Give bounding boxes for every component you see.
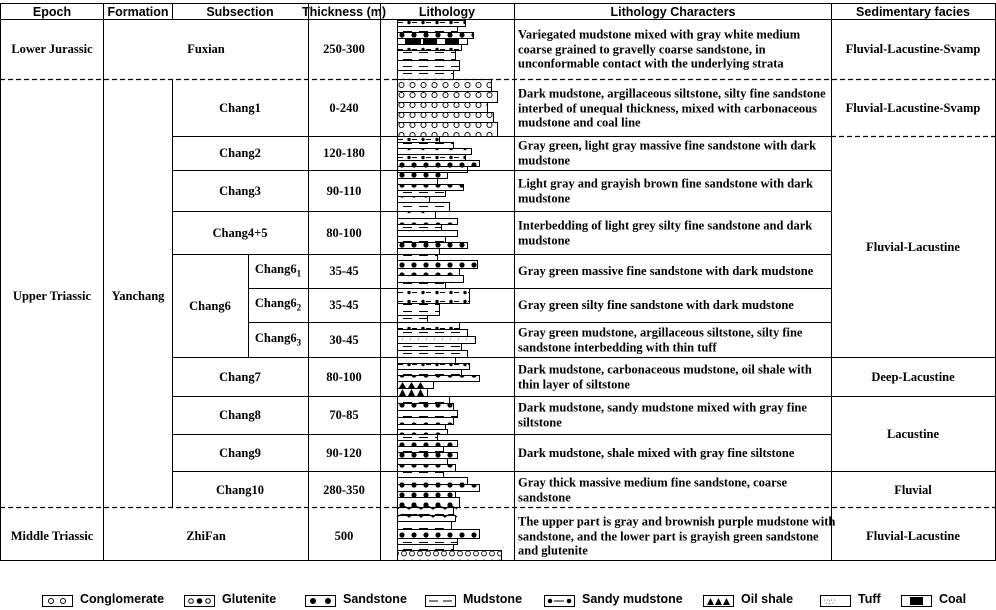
thickness-zhifan: 500 (334, 529, 354, 543)
thickness-fuxian: 250-300 (323, 42, 365, 56)
formation-zhifan: ZhiFan (186, 529, 226, 543)
header-lithology: Lithology (418, 4, 476, 19)
thickness-chang1: 0-240 (329, 101, 359, 115)
thickness-chang9: 90-120 (326, 446, 362, 460)
thickness-chang6-2: 35-45 (329, 298, 359, 312)
header-formation: Formation (107, 4, 169, 19)
legend-mudstone: Mudstone (463, 592, 523, 606)
facies-fuxian: Fluvial-Lacustine-Svamp (845, 42, 981, 56)
thickness-chang8: 70-85 (329, 408, 359, 422)
thickness-chang6-1: 35-45 (329, 264, 359, 278)
characters-zhifan: The upper part is gray and brownish purple mudstone with sandstone, and the lower part is grayish green sandstone and glutenite (518, 514, 836, 558)
subsection-chang7: Chang7 (219, 370, 261, 384)
facies-chang8-9: Lacustine (886, 427, 940, 441)
legend-sandy-mudstone: Sandy mudstone (582, 592, 683, 606)
legend-oil-shale: Oil shale (741, 592, 794, 606)
epoch-upper-triassic: Upper Triassic (12, 289, 92, 303)
characters-fuxian: Variegated mudstone mixed with gray white medium coarse grained to gravelly coarse sandstone, in unconformable contact with the underlying strata (518, 27, 801, 71)
characters-chang6-2: Gray green silty fine sandstone with dark mudstone (518, 297, 794, 312)
characters-chang9: Dark mudstone, shale mixed with gray fine siltstone (518, 445, 795, 460)
characters-chang10: Gray thick massive medium fine sandstone, coarse sandstone (518, 475, 788, 504)
legend-glutenite: Glutenite (222, 592, 277, 606)
header-epoch: Epoch (32, 4, 72, 19)
header-thickness: Thickness (m) (301, 4, 387, 19)
thickness-chang10: 280-350 (323, 483, 365, 497)
subsection-chang6-3: $Chang6_3$ (254, 330, 302, 348)
facies-zhifan: Fluvial-Lacustine (866, 529, 960, 543)
legend-glutenite-icon (185, 596, 215, 607)
subsection-chang6-2: $Chang6_2$ (254, 295, 302, 313)
subsection-chang2: Chang2 (219, 146, 261, 160)
thickness-chang7: 80-100 (326, 370, 362, 384)
legend-sandy-mudstone-icon (545, 596, 575, 607)
legend-tuff-icon (821, 596, 851, 607)
header-subsection: Subsection (206, 4, 274, 19)
facies-chang1: Fluvial-Lacustine-Svamp (845, 101, 981, 115)
legend-oil-shale-icon (704, 596, 734, 607)
subsection-chang6-group: Chang6 (189, 299, 231, 313)
subsection-chang6-1: $Chang6_1$ (254, 261, 302, 279)
thickness-chang6-3: 30-45 (329, 333, 359, 347)
legend-conglomerate: Conglomerate (80, 592, 165, 606)
epoch-middle-triassic: Middle Triassic (10, 529, 94, 543)
characters-chang6-1: Gray green massive fine sandstone with dark mudstone (518, 263, 814, 278)
characters-chang3: Light gray and grayish brown fine sandstone with dark mudstone (518, 176, 813, 205)
legend-sandstone-icon (306, 596, 336, 607)
facies-chang10: Fluvial (894, 483, 932, 497)
legend-coal-icon (902, 596, 932, 607)
subsection-chang8: Chang8 (219, 408, 261, 422)
characters-chang7: Dark mudstone, carbonaceous mudstone, oil shale with thin layer of siltstone (518, 362, 812, 391)
svg-text:∵:∵: ∵:∵ (824, 598, 836, 606)
characters-chang2: Gray green, light gray massive fine sandstone with dark mudstone (518, 138, 817, 167)
characters-chang1: Dark mudstone, argillaceous siltstone, silty fine sandstone interbed of unequal thickness, mixed with carbonaceous mudstone and coal line (518, 86, 826, 130)
formation-yanchang: Yanchang (111, 289, 165, 303)
characters-chang8: Dark mudstone, sandy mudstone mixed with gray fine siltstone (518, 400, 807, 429)
epoch-lower-jurassic: Lower Jurassic (11, 42, 93, 56)
header-characters: Lithology Characters (610, 4, 736, 19)
thickness-chang3: 90-110 (326, 184, 362, 198)
subsection-chang1: Chang1 (219, 101, 261, 115)
subsection-chang4-5: Chang4+5 (212, 226, 268, 240)
legend-tuff: Tuff (858, 592, 881, 606)
formation-fuxian: Fuxian (187, 42, 225, 56)
header-facies: Sedimentary facies (856, 4, 970, 19)
thickness-chang2: 120-180 (323, 146, 365, 160)
legend-conglomerate-icon (43, 596, 73, 607)
facies-chang2-6: Fluvial-Lacustine (866, 240, 960, 254)
legend-mudstone-icon (426, 596, 456, 607)
subsection-chang9: Chang9 (219, 446, 261, 460)
facies-chang7: Deep-Lacustine (871, 370, 955, 384)
legend-coal: Coal (939, 592, 967, 606)
subsection-chang10: Chang10 (216, 483, 264, 497)
characters-chang6-3: Gray green mudstone, argillaceous siltstone, silty fine sandstone interbedding with thin tuff (518, 325, 803, 354)
characters-chang4-5: Interbedding of light grey silty fine sandstone and dark mudstone (518, 218, 813, 247)
thickness-chang4-5: 80-100 (326, 226, 362, 240)
subsection-chang3: Chang3 (219, 184, 261, 198)
legend-sandstone: Sandstone (343, 592, 407, 606)
